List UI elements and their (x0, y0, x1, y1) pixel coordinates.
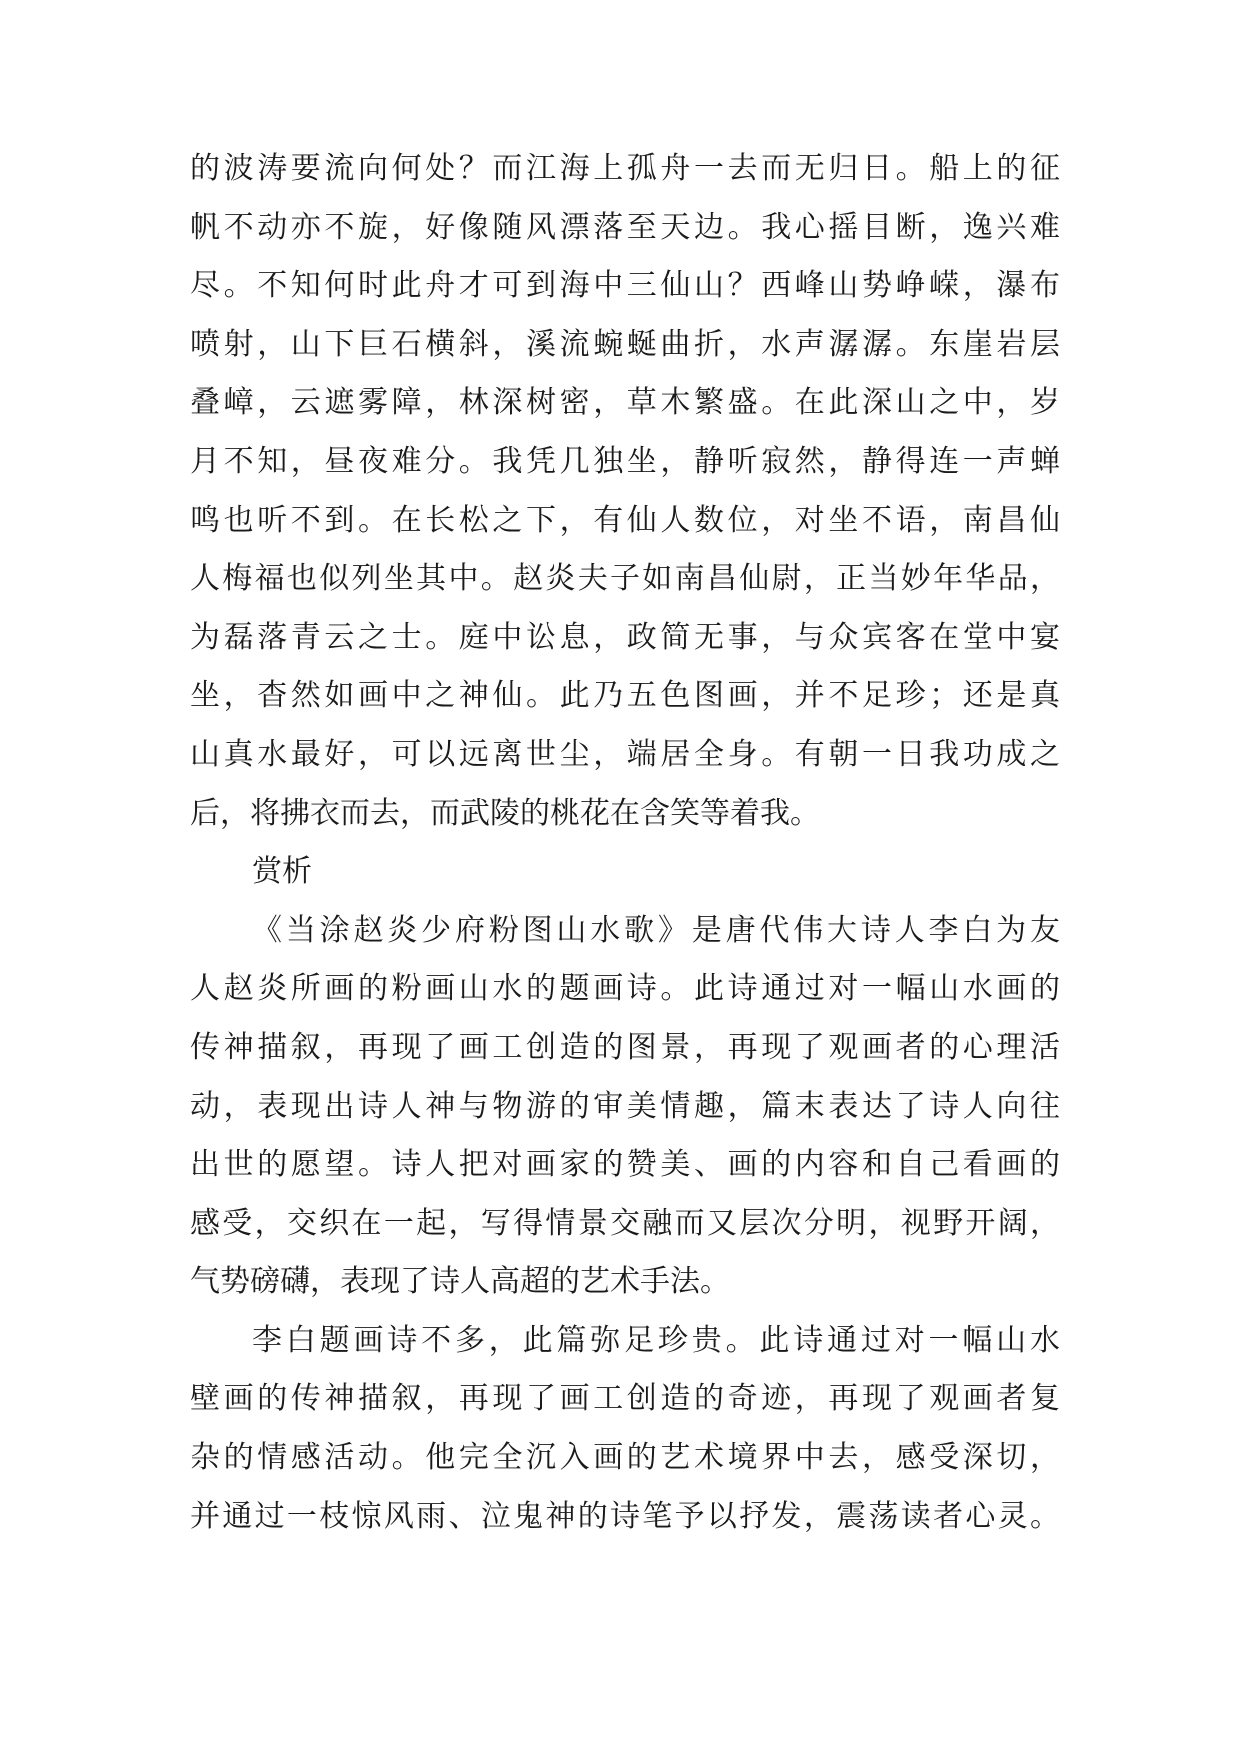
text-line: 坐，杳然如画中之神仙。此乃五色图画，并不足珍；还是真 (190, 678, 1060, 714)
section-heading-appreciation: 赏析 (252, 854, 312, 890)
text-line: 月不知，昼夜难分。我凭几独坐，静听寂然，静得连一声蝉 (190, 443, 1060, 479)
text-line: 动，表现出诗人神与物游的审美情趣，篇末表达了诗人向往 (190, 1088, 1060, 1124)
text-line: 尽。不知何时此舟才可到海中三仙山？西峰山势峥嵘，瀑布 (190, 268, 1060, 304)
text-line: 帆不动亦不旋，好像随风漂落至天边。我心摇目断，逸兴难 (190, 209, 1060, 245)
text-line: 传神描叙，再现了画工创造的图景，再现了观画者的心理活 (190, 1029, 1060, 1065)
text-line: 李白题画诗不多，此篇弥足珍贵。此诗通过对一幅山水 (252, 1322, 1060, 1358)
text-line: 为磊落青云之士。庭中讼息，政简无事，与众宾客在堂中宴 (190, 619, 1060, 655)
text-line: 的波涛要流向何处？而江海上孤舟一去而无归日。船上的征 (190, 151, 1060, 186)
text-line: 后，将拂衣而去，而武陵的桃花在含笑等着我。 (190, 795, 820, 831)
text-line: 鸣也听不到。在长松之下，有仙人数位，对坐不语，南昌仙 (190, 502, 1060, 538)
text-line: 气势磅礴，表现了诗人高超的艺术手法。 (190, 1264, 730, 1300)
text-line: 出世的愿望。诗人把对画家的赞美、画的内容和自己看画的 (190, 1147, 1060, 1183)
text-line: 叠嶂，云遮雾障，林深树密，草木繁盛。在此深山之中，岁 (190, 385, 1060, 421)
text-line: 山真水最好，可以远离世尘，端居全身。有朝一日我功成之 (190, 736, 1060, 772)
text-line: 感受，交织在一起，写得情景交融而又层次分明，视野开阔， (190, 1205, 1060, 1241)
text-line: 喷射，山下巨石横斜，溪流蜿蜒曲折，水声潺潺。东崖岩层 (190, 326, 1060, 362)
text-line: 人梅福也似列坐其中。赵炎夫子如南昌仙尉，正当妙年华品， (190, 561, 1060, 597)
text-line: 并通过一枝惊风雨、泣鬼神的诗笔予以抒发，震荡读者心灵。 (190, 1498, 1060, 1534)
document-body-text (190, 140, 1060, 1546)
text-line: 《当涂赵炎少府粉图山水歌》是唐代伟大诗人李白为友 (252, 912, 1060, 948)
text-line: 杂的情感活动。他完全沉入画的艺术境界中去，感受深切， (190, 1440, 1060, 1476)
text-line: 壁画的传神描叙，再现了画工创造的奇迹，再现了观画者复 (190, 1381, 1060, 1417)
text-line: 人赵炎所画的粉画山水的题画诗。此诗通过对一幅山水画的 (190, 971, 1060, 1007)
